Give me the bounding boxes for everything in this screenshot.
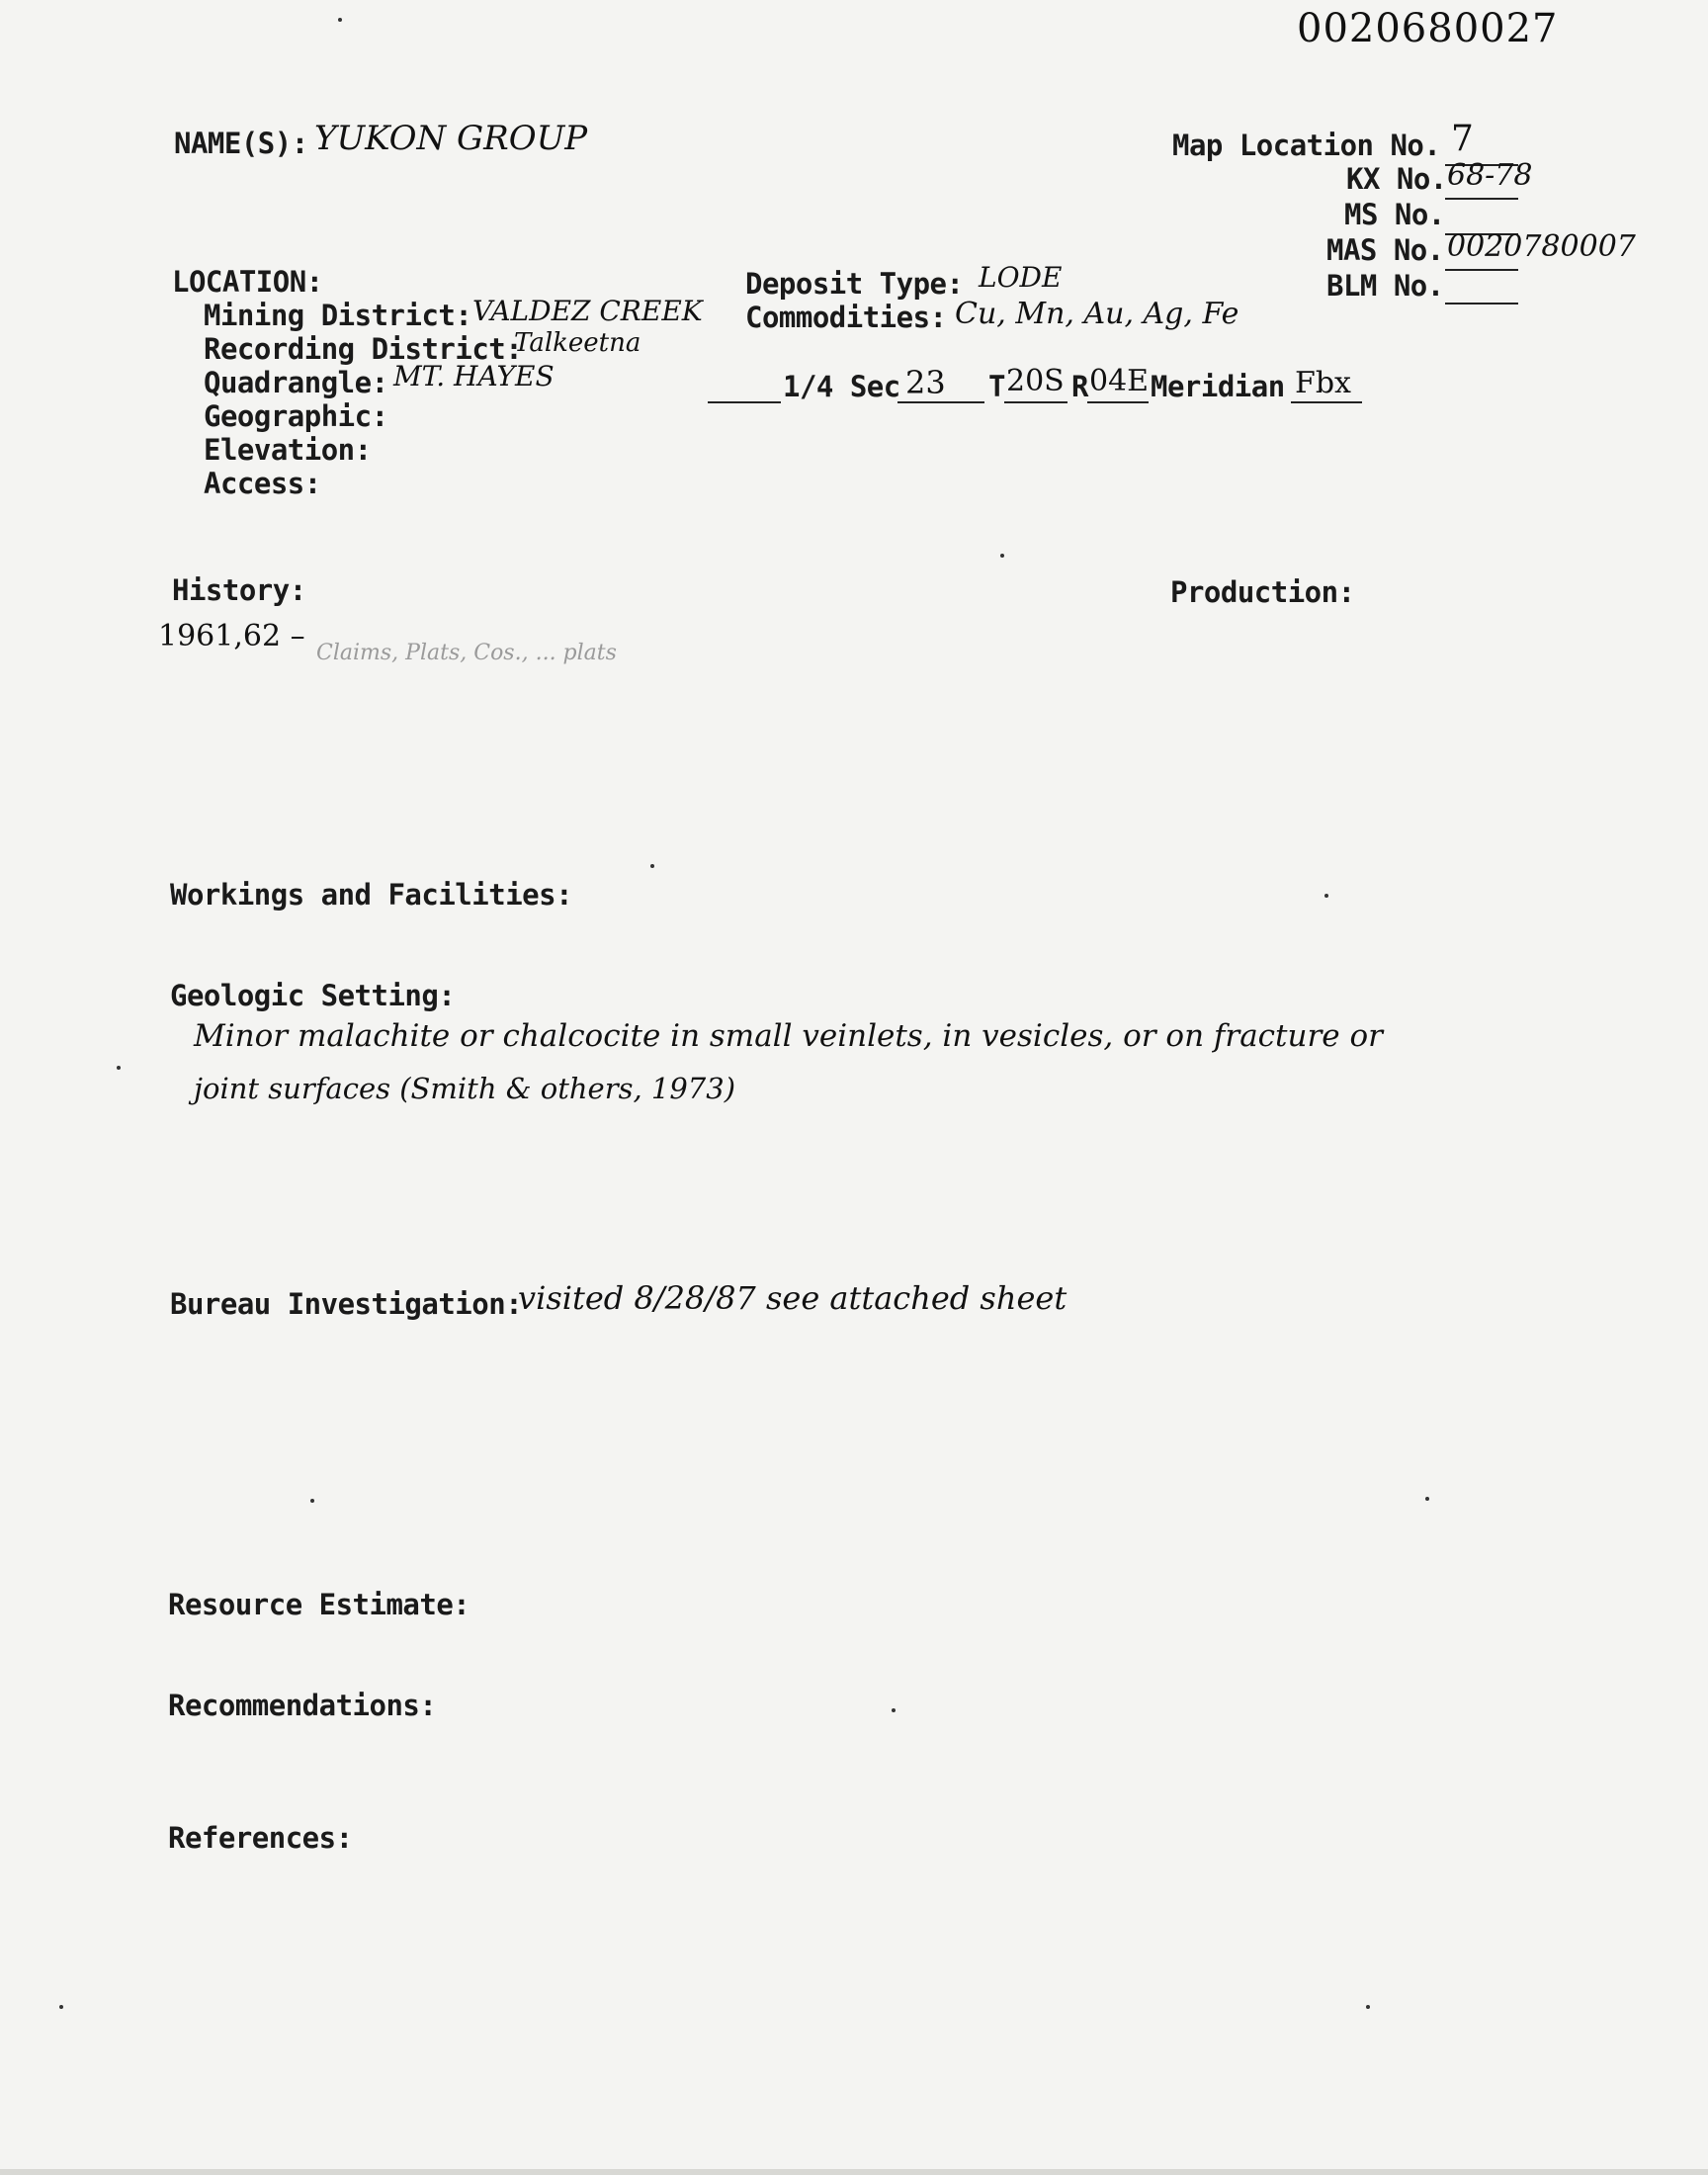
ms-label: MS No. <box>1344 198 1445 231</box>
history-faded-text: Claims, Plats, Cos., ... plats <box>316 641 617 665</box>
sec-value: 23 <box>905 364 946 401</box>
quarter-underline <box>708 401 781 403</box>
kx-underline <box>1445 198 1518 200</box>
mas-value: 0020780007 <box>1447 229 1636 264</box>
commodities-label: Commodities: <box>745 301 947 334</box>
scan-speck <box>650 864 654 868</box>
map-location-value: 7 <box>1451 119 1474 159</box>
name-value: YUKON GROUP <box>314 119 588 158</box>
mining-district-label: Mining District: <box>204 299 472 332</box>
recommendations-label: Recommendations: <box>168 1689 437 1722</box>
meridian-label: Meridian <box>1151 370 1285 403</box>
scan-speck <box>59 2005 63 2009</box>
range-value: 04E <box>1089 364 1150 398</box>
quadrangle-label: Quadrangle: <box>204 366 388 399</box>
mas-underline <box>1445 269 1518 271</box>
township-label: T <box>988 370 1005 403</box>
kx-value: 68-78 <box>1447 158 1533 193</box>
scan-speck <box>1425 1497 1429 1501</box>
commodities-value: Cu, Mn, Au, Ag, Fe <box>955 297 1239 331</box>
scan-bottom-edge <box>0 2169 1708 2175</box>
scan-speck <box>338 18 342 22</box>
quadrangle-value: MT. HAYES <box>393 360 555 392</box>
range-underline <box>1087 401 1149 403</box>
scan-speck <box>1000 554 1004 558</box>
geographic-label: Geographic: <box>204 399 388 433</box>
deposit-type-value: LODE <box>979 261 1063 294</box>
bureau-investigation-value: visited 8/28/87 see attached sheet <box>518 1279 1068 1317</box>
range-label: R <box>1071 370 1088 403</box>
geologic-setting-line-1: Minor malachite or chalcocite in small veinlets, in vesicles, or on fracture or <box>194 1018 1383 1054</box>
location-heading: LOCATION: <box>172 265 323 299</box>
sec-underline <box>897 401 984 403</box>
geologic-setting-label: Geologic Setting: <box>170 979 456 1012</box>
meridian-underline <box>1291 401 1362 403</box>
scan-speck <box>1324 894 1328 898</box>
mining-district-value: VALDEZ CREEK <box>472 295 703 327</box>
elevation-label: Elevation: <box>204 433 372 467</box>
mas-label: MAS No. <box>1326 233 1444 267</box>
township-value: 20S <box>1006 364 1065 398</box>
blm-underline <box>1445 303 1518 304</box>
deposit-type-label: Deposit Type: <box>745 267 964 301</box>
scan-speck <box>892 1708 896 1712</box>
blm-label: BLM No. <box>1326 269 1444 303</box>
recording-district-label: Recording District: <box>204 332 523 366</box>
production-label: Production: <box>1170 575 1355 609</box>
bureau-investigation-label: Bureau Investigation: <box>170 1287 523 1321</box>
history-value: 1961,62 – <box>158 619 305 653</box>
references-label: References: <box>168 1821 353 1855</box>
kx-label: KX No. <box>1346 162 1447 196</box>
name-label: NAME(S): <box>174 127 308 160</box>
quarter-sec-label: 1/4 Sec <box>783 370 900 403</box>
township-underline <box>1004 401 1068 403</box>
workings-label: Workings and Facilities: <box>170 878 573 912</box>
scan-speck <box>1366 2005 1370 2009</box>
scan-speck <box>310 1499 314 1503</box>
recording-district-value: Talkeetna <box>514 328 641 358</box>
resource-estimate-label: Resource Estimate: <box>168 1588 470 1621</box>
geologic-setting-line-2: joint surfaces (Smith & others, 1973) <box>194 1072 736 1105</box>
history-label: History: <box>172 573 306 607</box>
scan-speck <box>117 1066 121 1070</box>
document-id: 0020680027 <box>1297 6 1559 51</box>
access-label: Access: <box>204 467 321 500</box>
meridian-value: Fbx <box>1295 366 1351 400</box>
map-location-label: Map Location No. <box>1172 129 1441 162</box>
